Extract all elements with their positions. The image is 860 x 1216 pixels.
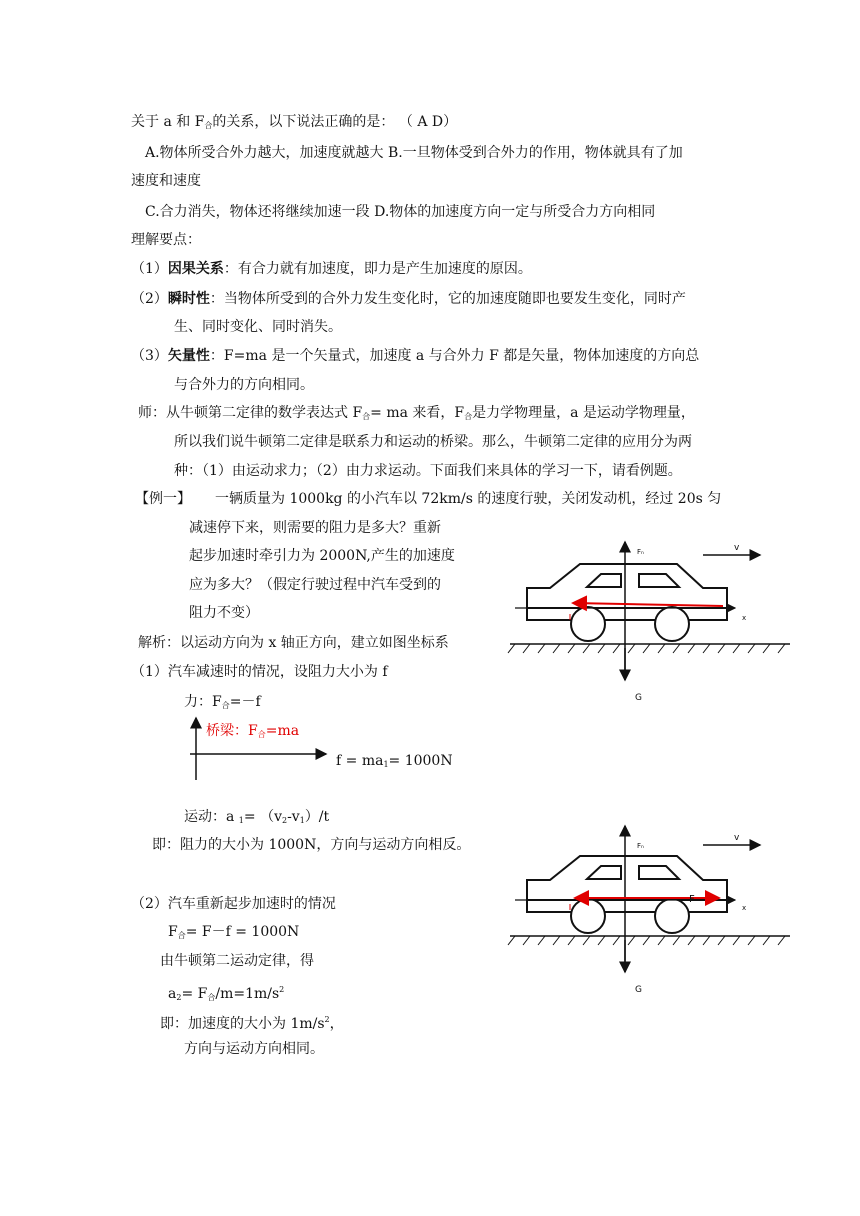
rear-wheel bbox=[571, 607, 605, 641]
force-equation: 力：$F_合=-f$ bbox=[184, 694, 261, 710]
conclusion-1: 即：阻力的大小为 1000N，方向与运动方向相反。 bbox=[152, 837, 471, 853]
example-line-2: 减速停下来，则需要的阻力是多大？重新 bbox=[189, 520, 441, 536]
x-axis-label: x bbox=[742, 614, 747, 622]
example-line-4: 应为多大？（假定行驶过程中汽车受到的 bbox=[189, 577, 441, 593]
conclusion-2: 即：加速度的大小为 $1m/s^2$， bbox=[160, 1015, 344, 1032]
point-instantaneity-cont: 生、同时变化、同时消失。 bbox=[174, 319, 342, 335]
normal-force-label: Fₙ bbox=[637, 842, 644, 850]
gravity-label: G bbox=[635, 985, 642, 995]
x-axis-label: x bbox=[742, 904, 747, 912]
normal-force-label: Fₙ bbox=[637, 548, 644, 556]
car-diagram-braking bbox=[505, 530, 795, 705]
example-label: 【例一】 bbox=[135, 491, 191, 507]
example-line-3: 起步加速时牵引力为 2000N,产生的加速度 bbox=[189, 548, 455, 564]
velocity-label: v bbox=[734, 833, 740, 843]
example-line-1: 一辆质量为 1000kg 的小汽车以 72km/s 的速度行驶，关闭发动机，经过 20s 匀 bbox=[215, 491, 722, 507]
ground bbox=[508, 644, 790, 653]
bridge-equation: 桥梁：$F_合=ma$ bbox=[206, 723, 300, 739]
velocity-label: v bbox=[734, 543, 740, 553]
ground bbox=[508, 936, 790, 945]
motion-equation: 运动：a $_1= (v_2-v_1)/t$ bbox=[184, 809, 330, 825]
car-body bbox=[527, 856, 727, 912]
teacher-line-2: 所以我们说牛顿第二定律是联系力和运动的桥梁。那么，牛顿第二定律的应用分为两 bbox=[174, 434, 692, 450]
rear-wheel bbox=[571, 899, 605, 933]
gravity-label: G bbox=[635, 693, 642, 703]
acceleration-equation: $a_2= F_合/m=1m/s^2$ bbox=[168, 985, 285, 1002]
teacher-line-3: 种：（1）由运动求力；（2）由力求运动。下面我们来具体的学习一下，请看例题。 bbox=[174, 463, 682, 479]
solution-case-2: （2）汽车重新起步加速时的情况 bbox=[131, 896, 336, 912]
result-equation: $f = ma_1= 1000N$ bbox=[336, 753, 453, 769]
front-wheel bbox=[655, 607, 689, 641]
example-line-5: 阻力不变） bbox=[189, 605, 259, 621]
net-force-equation: $F_合= F-f = 1000N$ bbox=[168, 924, 300, 940]
car-diagram-accelerating bbox=[505, 822, 795, 997]
conclusion-2-cont: 方向与运动方向相同。 bbox=[184, 1041, 324, 1057]
understanding-heading: 理解要点： bbox=[131, 232, 201, 248]
front-wheel bbox=[655, 899, 689, 933]
teacher-line-1: 师：从牛顿第二定律的数学表达式 $F_合=$ ma 来看，$F_合$是力学物理量，a 是运动学物理量， bbox=[138, 405, 695, 421]
question-stem: 关于 a 和 $F_合$的关系，以下说法正确的是： （ A D） bbox=[131, 114, 458, 130]
solution-case-1: （1）汽车减速时的情况，设阻力大小为 f bbox=[131, 664, 388, 680]
traction-label: F bbox=[689, 894, 695, 905]
point-vector: （3）矢量性：F=ma 是一个矢量式，加速度 a 与合外力 F 都是矢量，物体加速度的方向总 bbox=[131, 348, 700, 364]
option-c-d: C.合力消失，物体还将继续加速一段 D.物体的加速度方向一定与所受合力方向相同 bbox=[145, 204, 656, 220]
car-body bbox=[527, 564, 727, 620]
point-vector-cont: 与合外力的方向相同。 bbox=[174, 377, 314, 393]
option-a-b-cont: 速度和速度 bbox=[131, 173, 201, 189]
option-a-b: A.物体所受合外力越大，加速度就越大 B.一旦物体受到合外力的作用，物体就具有了加 bbox=[145, 145, 683, 161]
solution-intro: 解析：以运动方向为 x 轴正方向，建立如图坐标系 bbox=[138, 635, 449, 651]
point-causality: （1）因果关系：有合力就有加速度，即力是产生加速度的原因。 bbox=[131, 261, 532, 277]
point-instantaneity: （2）瞬时性：当物体所受到的合外力发生变化时，它的加速度随即也要发生变化，同时产 bbox=[131, 291, 686, 307]
newton-statement: 由牛顿第二运动定律，得 bbox=[160, 953, 314, 969]
